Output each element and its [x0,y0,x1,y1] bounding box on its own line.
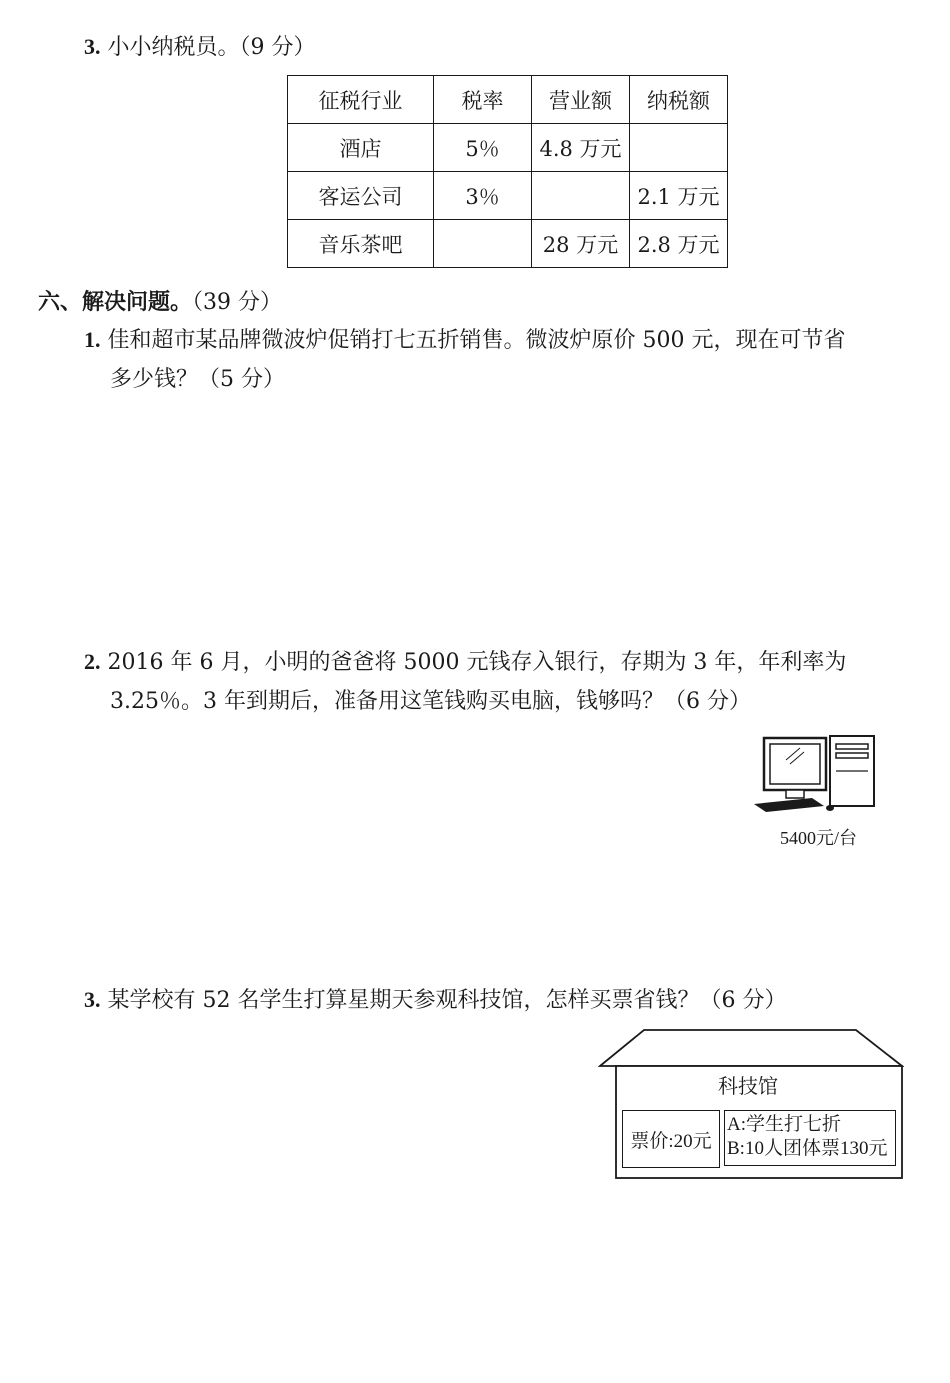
section-points: （39 分） [192,290,283,315]
computer-icon [752,726,902,816]
table-header-cell: 营业额 [532,76,630,124]
option-b: B:10人团体票130元 [727,1138,888,1159]
table-cell: 音乐茶吧 [288,220,434,268]
table-cell [630,124,728,172]
table-header-cell: 税率 [434,76,532,124]
table-row [288,220,728,268]
table-header-row [288,76,728,124]
table-cell: 酒店 [288,124,434,172]
museum-title: 科技馆 [718,1074,778,1098]
problem-3 [84,985,786,1016]
question-number: 1. [84,327,101,352]
problem-2-line2: 3.25％。3 年到期后，准备用这笔钱购买电脑，钱够吗？（6 分） [110,689,751,714]
table-header-cell: 征税行业 [288,76,434,124]
table-cell: 5％ [434,124,532,172]
ticket-price-box [622,1110,720,1168]
problem-2 [84,647,846,678]
table-row [288,172,728,220]
question-text: 某学校有 52 名学生打算星期天参观科技馆，怎样买票省钱？（6 分） [107,988,787,1013]
question-text: 小小纳税员。（9 分） [107,35,316,60]
section-heading [38,285,282,316]
question-3-tax [84,32,316,63]
problem-1 [84,325,845,356]
question-number: 3. [84,987,101,1012]
computer-price-caption: 5400元/台 [780,828,858,848]
table-cell: 3％ [434,172,532,220]
table-cell: 客运公司 [288,172,434,220]
table-header-cell: 纳税额 [630,76,728,124]
table-cell: 4.8 万元 [532,124,630,172]
section-title: 六、解决问题。 [38,290,193,315]
table-cell: 28 万元 [532,220,630,268]
question-text-line1: 2016 年 6 月，小明的爸爸将 5000 元钱存入银行，存期为 3 年，年利率为 [107,650,847,675]
table-cell [434,220,532,268]
question-text-line1: 佳和超市某品牌微波炉促销打七五折销售。微波炉原价 500 元，现在可节省 [107,328,846,353]
option-a: A:学生打七折 [727,1114,842,1135]
tax-table [287,75,728,268]
ticket-price: 票价:20元 [630,1130,712,1152]
question-number: 3. [84,34,101,59]
question-number: 2. [84,649,101,674]
table-cell: 2.1 万元 [630,172,728,220]
table-cell [532,172,630,220]
discount-options-box [724,1110,896,1166]
table-row [288,124,728,172]
table-cell: 2.8 万元 [630,220,728,268]
problem-1-line2: 多少钱？（5 分） [110,367,285,392]
